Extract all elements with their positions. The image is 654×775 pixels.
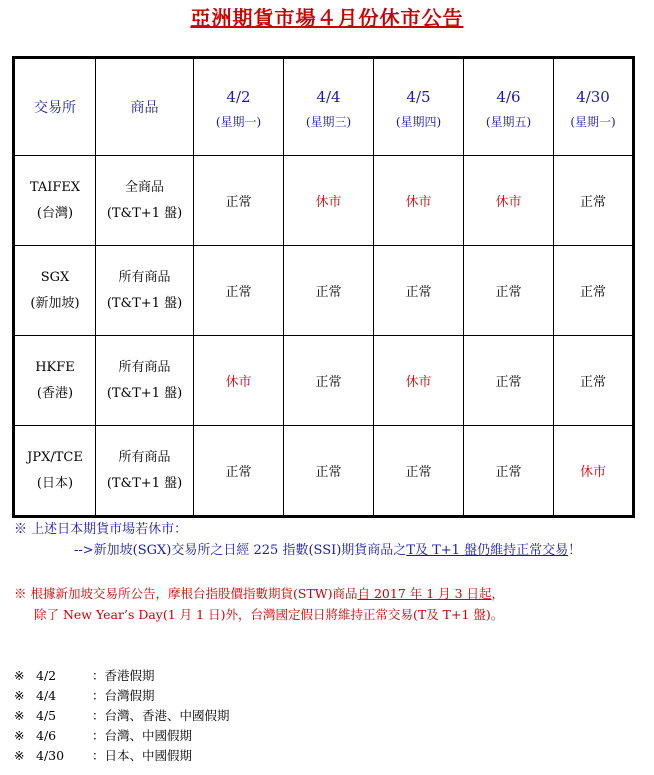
exchange-cell: JPX/TCE (日本) bbox=[14, 426, 96, 517]
status-cell: 正常 bbox=[374, 426, 464, 517]
date-header: 4/4 (星期三) bbox=[284, 58, 374, 156]
holiday-list-item: ※ 4/6 ：台灣、中國假期 bbox=[14, 728, 193, 743]
table-row bbox=[14, 426, 634, 517]
status-cell: 休市 bbox=[284, 156, 374, 246]
status-cell: 休市 bbox=[374, 336, 464, 426]
status-cell: 正常 bbox=[554, 246, 634, 336]
exchange-cell: HKFE (香港) bbox=[14, 336, 96, 426]
status-cell: 正常 bbox=[374, 246, 464, 336]
date-header: 4/2 (星期一) bbox=[194, 58, 284, 156]
sgx-note-line1: ※ 根據新加坡交易所公告，摩根台指股價指數期貨(STW)商品自 2017 年 1 月 3 日起， bbox=[14, 586, 505, 601]
holiday-list-item: ※ 4/4 ：台灣假期 bbox=[14, 688, 155, 703]
holiday-list-item: ※ 4/2 ：香港假期 bbox=[14, 668, 155, 683]
holiday-schedule-table bbox=[12, 56, 635, 518]
status-cell: 正常 bbox=[464, 246, 554, 336]
japan-note-emphasis: T及 T+1 盤仍維持正常交易 bbox=[406, 543, 569, 558]
product-header: 商品 bbox=[96, 58, 194, 156]
status-cell: 正常 bbox=[284, 426, 374, 517]
exchange-header: 交易所 bbox=[14, 58, 96, 156]
exchange-cell: TAIFEX (台灣) bbox=[14, 156, 96, 246]
exchange-cell: SGX (新加坡) bbox=[14, 246, 96, 336]
sgx-note-emphasis: 自 2017 年 1 月 3 日起 bbox=[357, 586, 492, 601]
date-header: 4/30 (星期一) bbox=[554, 58, 634, 156]
table-row bbox=[14, 246, 634, 336]
holiday-list-item: ※ 4/30 ：日本、中國假期 bbox=[14, 748, 193, 763]
table-header-row bbox=[14, 58, 634, 156]
product-cell: 所有商品 (T&T+1 盤) bbox=[96, 246, 194, 336]
status-cell: 正常 bbox=[284, 246, 374, 336]
japan-note-line1: ※ 上述日本期貨市場若休市： bbox=[14, 522, 188, 537]
japan-note-line2: -->新加坡(SGX)交易所之日經 225 指數(SSI)期貨商品之T及 T+1 盤仍維持正常交易！ bbox=[74, 543, 582, 558]
table-row bbox=[14, 336, 634, 426]
status-cell: 正常 bbox=[194, 426, 284, 517]
status-cell: 正常 bbox=[554, 156, 634, 246]
status-cell: 休市 bbox=[374, 156, 464, 246]
date-header: 4/5 (星期四) bbox=[374, 58, 464, 156]
status-cell: 正常 bbox=[284, 336, 374, 426]
holiday-list-item: ※ 4/5 ：台灣、香港、中國假期 bbox=[14, 708, 230, 723]
date-header: 4/6 (星期五) bbox=[464, 58, 554, 156]
page-title: 亞洲期貨市場４月份休市公告 bbox=[190, 6, 464, 30]
status-cell: 休市 bbox=[194, 336, 284, 426]
product-cell: 所有商品 (T&T+1 盤) bbox=[96, 336, 194, 426]
status-cell: 正常 bbox=[464, 426, 554, 517]
status-cell: 正常 bbox=[194, 156, 284, 246]
sgx-note-line2: 除了 New Year’s Day(1 月 1 日)外，台灣國定假日將維持正常交易(T及 T+1 盤)。 bbox=[34, 607, 504, 622]
product-cell: 所有商品 (T&T+1 盤) bbox=[96, 426, 194, 517]
status-cell: 正常 bbox=[464, 336, 554, 426]
table-row bbox=[14, 156, 634, 246]
status-cell: 正常 bbox=[554, 336, 634, 426]
product-cell: 全商品 (T&T+1 盤) bbox=[96, 156, 194, 246]
status-cell: 休市 bbox=[464, 156, 554, 246]
status-cell: 休市 bbox=[554, 426, 634, 517]
status-cell: 正常 bbox=[194, 246, 284, 336]
